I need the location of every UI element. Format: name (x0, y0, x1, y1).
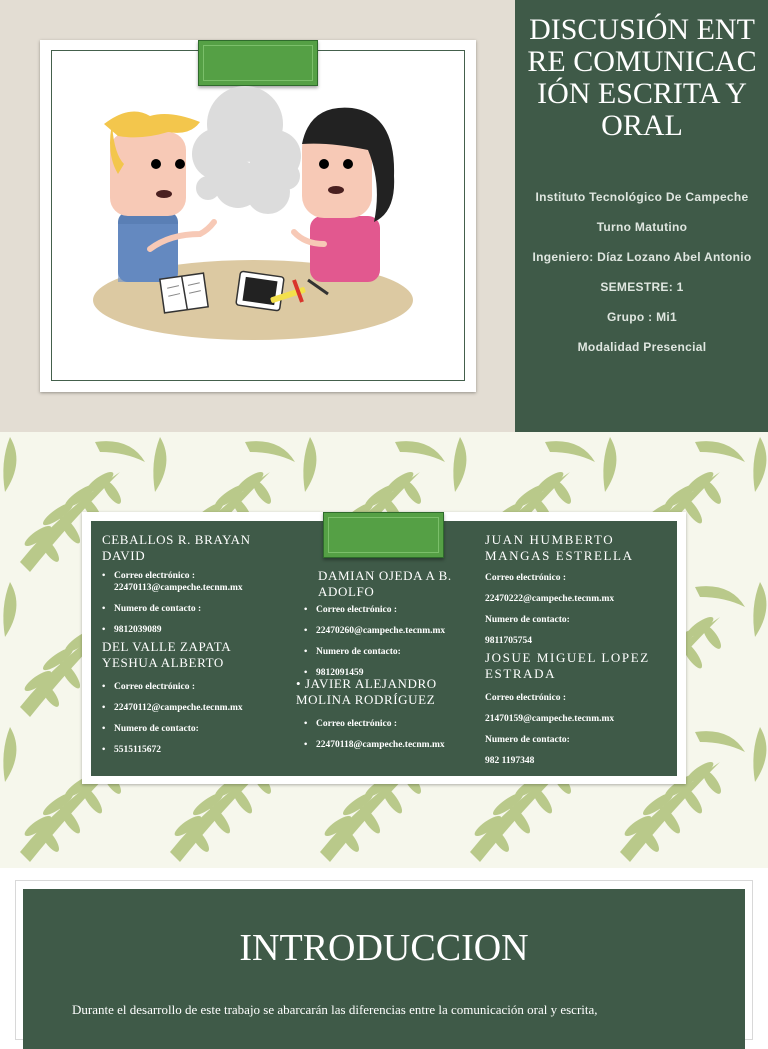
phone-value: • 9812039089 (102, 624, 272, 636)
semester-text: SEMESTRE: 1 (600, 280, 684, 294)
boy-figure (104, 112, 214, 283)
member-name: DAMIAN OJEDA A B. ADOLFO (318, 568, 452, 599)
email-label: Correo electrónico : (485, 693, 567, 703)
email-value: 22470113@campeche.tecnm.mx (114, 583, 243, 593)
modality-text: Modalidad Presencial (577, 340, 707, 354)
green-tab-decoration (198, 40, 318, 86)
member-column-left (102, 532, 272, 765)
member-details (485, 572, 670, 647)
notebook-icon (160, 273, 208, 313)
group-text: Grupo : Mi1 (607, 310, 677, 324)
green-tab-decoration (323, 512, 444, 558)
email-value: 22470222@campeche.tecnm.mx (485, 594, 615, 604)
member-name: JUAN HUMBERTO MANGAS ESTRELLA (485, 532, 634, 563)
email-value: • 22470118@campeche.tecnm.mx (304, 739, 474, 751)
slide-title: DISCUSIÓN ENTRE COMUNICACIÓN ESCRITA Y ORAL (527, 13, 757, 142)
member-name: CEBALLOS R. BRAYAN DAVID (102, 532, 251, 563)
phone-value: • 9812091459 (304, 667, 474, 679)
members-slide (0, 432, 768, 868)
slide-info (526, 190, 758, 370)
speech-bubble-icon (192, 86, 301, 214)
introduction-text: Durante el desarrollo de este trabajo se abarcarán las diferencias entre la comunicación oral y escrita, (72, 1002, 598, 1017)
tablet-icon (236, 271, 284, 311)
phone-value: 982 1197348 (485, 756, 535, 766)
phone-label: • Numero de contacto : (102, 603, 272, 615)
shift-text: Turno Matutino (596, 220, 688, 234)
phone-label: • Numero de contacto: (102, 723, 272, 735)
conversation-illustration (90, 84, 420, 354)
member-name: DEL VALLE ZAPATA YESHUA ALBERTO (102, 639, 231, 670)
teacher-text: Ingeniero: Díaz Lozano Abel Antonio (532, 250, 752, 264)
email-value: • 22470112@campeche.tecnm.mx (102, 702, 272, 714)
member-details (102, 570, 272, 636)
phone-label: Numero de contacto: (485, 615, 570, 625)
introduction-title: INTRODUCCION (239, 927, 529, 969)
member-details (102, 681, 272, 756)
member-details (304, 604, 474, 679)
member-column-right (485, 532, 670, 776)
member-details (485, 692, 670, 767)
email-label: • Correo electrónico : (102, 681, 272, 693)
email-label: • Correo electrónico : (304, 604, 474, 616)
member-name: • JAVIER ALEJANDRO MOLINA RODRÍGUEZ (296, 676, 437, 707)
institute-text: Instituto Tecnológico De Campeche (535, 190, 749, 204)
email-value: • 22470260@campeche.tecnm.mx (304, 625, 474, 637)
phone-value: • 5515115672 (102, 744, 272, 756)
email-value: 21470159@campeche.tecnm.mx (485, 714, 615, 724)
member-column-middle (296, 568, 474, 760)
phone-label: • Numero de contacto: (304, 646, 474, 658)
email-label: Correo electrónico : (485, 573, 567, 583)
email-label: • Correo electrónico : 22470113@campeche.tecnm.mx (102, 570, 272, 594)
member-name: JOSUE MIGUEL LOPEZ ESTRADA (485, 650, 650, 681)
introduction-slide (0, 868, 768, 1024)
girl-figure (294, 108, 394, 282)
member-details (304, 718, 474, 751)
phone-value: 9811705754 (485, 636, 532, 646)
title-slide (0, 0, 768, 432)
email-label: • Correo electrónico : (304, 718, 474, 730)
phone-label: Numero de contacto: (485, 735, 570, 745)
